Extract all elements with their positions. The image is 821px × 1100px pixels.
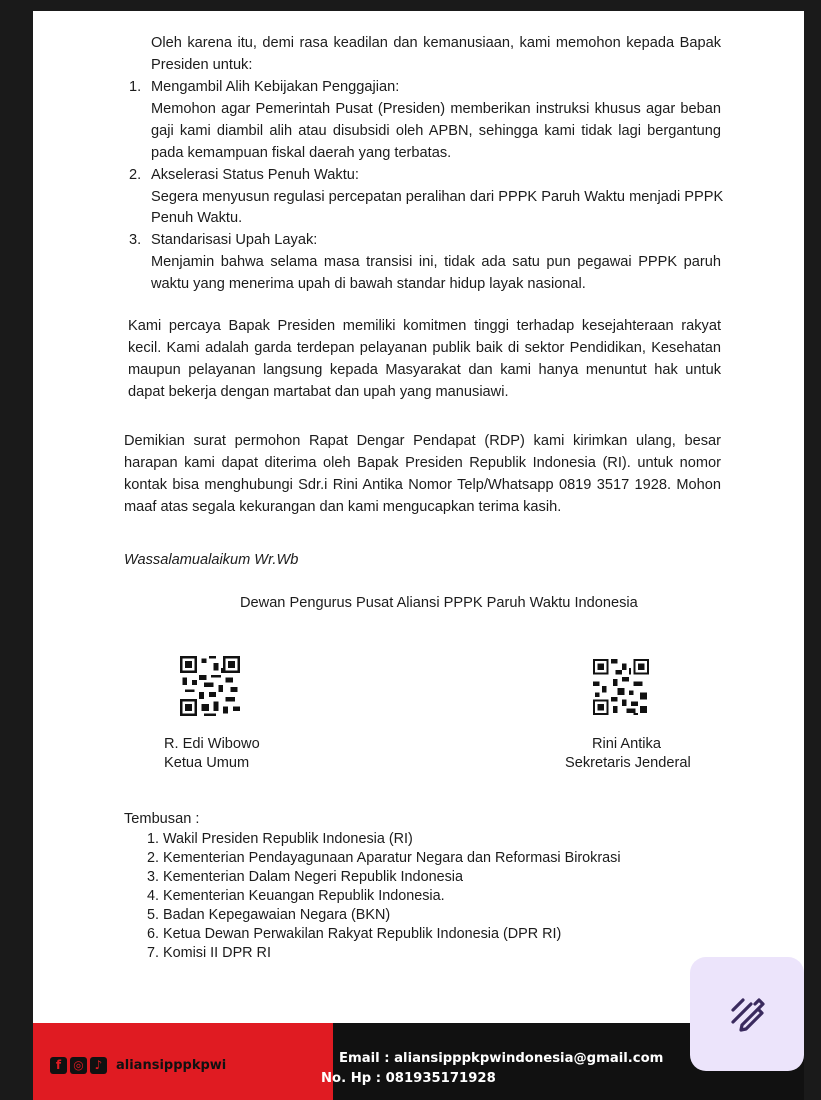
cc-item: 6. Ketua Dewan Perwakilan Rakyat Republik Indonesia (DPR RI) [147,926,562,942]
instagram-icon: ◎ [70,1057,87,1074]
request-text: Menjamin bahwa selama masa transisi ini, tidak ada satu pun pegawai PPPK paruh [151,254,721,270]
request-title: Akselerasi Status Penuh Waktu: [151,167,359,183]
request-text: Memohon agar Pemerintah Pusat (Presiden) memberikan instruksi khusus agar beban [151,101,721,117]
organization-name: Dewan Pengurus Pusat Aliansi PPPK Paruh Waktu Indonesia [240,595,638,611]
signatory-name: Rini Antika [592,736,661,752]
cc-item: 1. Wakil Presiden Republik Indonesia (RI) [147,831,413,847]
paragraph-line: harapan kami dapat diterima oleh Bapak Presiden Republik Indonesia (RI). untuk nomor [124,455,721,471]
request-title: Standarisasi Upah Layak: [151,232,318,248]
paragraph-line: kecil. Kami adalah garda terdepan pelayanan publik baik di sektor Pendidikan, Kesehatan [128,340,721,356]
edit-pen-icon [725,992,769,1036]
request-text: Penuh Waktu. [151,210,243,226]
signatory-role: Ketua Umum [164,755,250,771]
edit-fab-button[interactable] [690,957,804,1071]
tiktok-icon: ♪ [90,1057,107,1074]
footer-phone: No. Hp : 081935171928 [321,1071,496,1086]
request-number: 3. [129,232,142,248]
intro-line: Oleh karena itu, demi rasa keadilan dan kemanusiaan, kami memohon kepada Bapak [151,35,721,51]
signatory-role: Sekretaris Jenderal [565,755,691,771]
facebook-icon: f [50,1057,67,1074]
cc-item: 3. Kementerian Dalam Negeri Republik Indonesia [147,869,463,885]
request-text: Segera menyusun regulasi percepatan peralihan dari PPPK Paruh Waktu menjadi PPPK [151,189,724,205]
social-media-row [50,1056,226,1074]
cc-item: 2. Kementerian Pendayagunaan Aparatur Negara dan Reformasi Birokrasi [147,850,621,866]
request-text: waktu yang menerima upah di bawah standar hidup layak nasional. [151,276,586,292]
social-handle: aliansipppkpwi [116,1057,227,1073]
paragraph-line: maaf atas segala kekurangan dan kami mengucapkan terima kasih. [124,499,562,515]
paragraph-line: dapat bekerja dengan martabat dan upah yang manusiawi. [128,384,509,400]
qr-code-signature-left [180,656,240,716]
cc-item: 5. Badan Kepegawaian Negara (BKN) [147,907,391,923]
paragraph-line: kontak bisa menghubungi Sdr.i Rini Antika Nomor Telp/Whatsapp 0819 3517 1928. Mohon [124,477,721,493]
signatory-name: R. Edi Wibowo [164,736,260,752]
intro-line: Presiden untuk: [151,57,253,73]
request-number: 2. [129,167,142,183]
footer-email: Email : aliansipppkpwindonesia@gmail.com [339,1051,664,1066]
cc-item: 4. Kementerian Keuangan Republik Indonesia. [147,888,445,904]
document-page [33,11,804,1100]
footer-red-slant [288,1023,333,1100]
cc-item: 7. Komisi II DPR RI [147,945,271,961]
paragraph-line: Kami percaya Bapak Presiden memiliki komitmen tinggi terhadap kesejahteraan rakyat [128,318,721,334]
request-number: 1. [129,79,142,95]
salutation: Wassalamualaikum Wr.Wb [124,552,299,568]
letterhead-footer [33,1023,804,1100]
qr-code-signature-right [593,659,649,715]
request-title: Mengambil Alih Kebijakan Penggajian: [151,79,400,95]
request-text: pada kemampuan fiskal daerah yang terbatas. [151,145,452,161]
paragraph-line: maupun pelayanan langsung kepada Masyarakat dan kami hanya menuntut hak untuk [128,362,721,378]
cc-heading: Tembusan : [124,811,200,827]
paragraph-line: Demikian surat permohon Rapat Dengar Pendapat (RDP) kami kirimkan ulang, besar [124,433,721,449]
request-text: gaji kami diambil alih atau disubsidi oleh APBN, sehingga kami tidak lagi bergantung [151,123,721,139]
